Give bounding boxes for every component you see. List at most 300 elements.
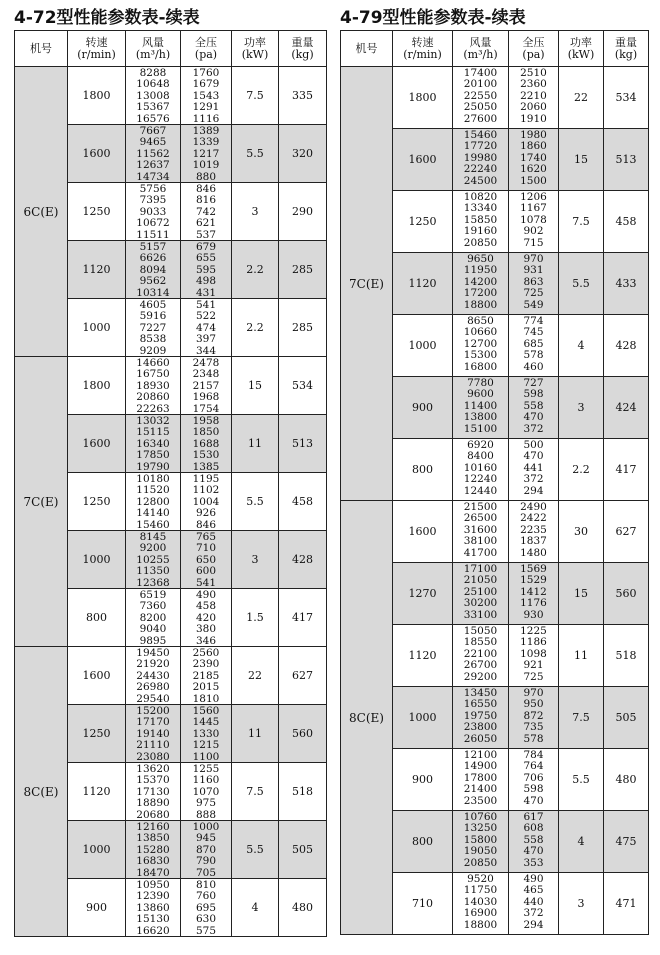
flow-value: 15460: [136, 518, 170, 530]
flow-value: 19160: [463, 225, 498, 238]
power-value: 4: [577, 339, 585, 352]
header-speed: 转速 (r/min): [68, 31, 126, 67]
flow-value: 19140: [136, 727, 170, 740]
power-cell: [559, 625, 604, 687]
pressure-value: 1098: [520, 647, 547, 660]
pressure-value: 558: [523, 399, 544, 412]
flow-value: 8400: [467, 450, 494, 463]
power-value: 1.5: [246, 611, 264, 624]
flow-value: 23080: [136, 750, 170, 762]
pressure-value: 710: [195, 542, 217, 555]
weight-value: 505: [292, 843, 313, 856]
weight-cell: [279, 763, 327, 821]
pressure-value: 598: [523, 783, 544, 796]
power-cell: [232, 357, 279, 415]
pressure-value: 765: [195, 532, 217, 543]
flow-value: 13032: [136, 416, 170, 427]
flow-value: 9200: [139, 542, 167, 555]
weight-cell: [279, 415, 327, 473]
power-cell: [232, 183, 279, 241]
weight-cell: [604, 749, 649, 811]
pressure-value: 1167: [520, 202, 547, 215]
pressure-cell: [509, 563, 559, 625]
flow-value: 11400: [463, 399, 498, 412]
pressure-value: 784: [523, 750, 544, 761]
weight-cell: [279, 125, 327, 183]
weight-value: 560: [615, 587, 637, 600]
pressure-value: 2390: [192, 658, 220, 671]
flow-value: 14140: [136, 507, 170, 520]
power-value: 22: [574, 91, 588, 104]
flow-value: 17720: [463, 140, 498, 153]
speed-cell: [68, 473, 126, 531]
power-cell: [559, 67, 604, 129]
pressure-cell: [181, 415, 232, 473]
flow-value: 38100: [463, 535, 498, 548]
power-cell: [559, 129, 604, 191]
flow-value: 12637: [136, 159, 170, 172]
pressure-value: 1754: [192, 402, 220, 414]
weight-value: 627: [615, 525, 637, 538]
flow-value: 18930: [136, 379, 170, 392]
power-value: 4: [251, 901, 259, 914]
pressure-value: 578: [523, 349, 544, 362]
flow-value: 10660: [463, 326, 498, 339]
weight-cell: [279, 647, 327, 705]
pressure-value: 294: [523, 484, 544, 497]
flow-value: 14900: [463, 760, 498, 773]
power-value: 30: [574, 525, 588, 538]
weight-cell: [604, 315, 649, 377]
pressure-cell: [181, 705, 232, 763]
flow-value: 23500: [463, 794, 498, 807]
weight-cell: [279, 183, 327, 241]
flow-value: 7780: [467, 378, 494, 389]
pressure-value: 1688: [192, 437, 220, 450]
flow-value: 8538: [139, 333, 167, 346]
performance-table: [14, 30, 327, 937]
pressure-value: 735: [523, 721, 544, 734]
flow-value: 8200: [139, 611, 167, 624]
flow-cell: [126, 647, 181, 705]
flow-value: 10950: [136, 880, 170, 891]
flow-value: 11562: [136, 147, 170, 160]
weight-value: 513: [615, 153, 637, 166]
pressure-value: 1225: [520, 626, 547, 637]
power-value: 22: [248, 669, 262, 682]
flow-value: 27600: [463, 112, 498, 125]
pressure-value: 902: [523, 225, 544, 238]
header-pressure: 全压 (pa): [509, 31, 559, 67]
weight-value: 480: [292, 901, 313, 914]
flow-value: 12700: [463, 337, 498, 350]
flow-value: 9600: [467, 388, 494, 401]
power-value: 5.5: [572, 277, 590, 290]
flow-value: 22240: [463, 163, 498, 176]
pressure-value: 2422: [520, 512, 547, 525]
pressure-value: 774: [523, 316, 544, 327]
pressure-cell: [509, 377, 559, 439]
flow-value: 13850: [136, 832, 170, 845]
weight-value: 471: [615, 897, 637, 910]
pressure-value: 1968: [192, 391, 220, 404]
pressure-cell: [509, 501, 559, 563]
header-power: 功率 (kW): [232, 31, 279, 67]
model-number-cell: [341, 67, 393, 501]
pressure-value: 465: [523, 884, 544, 897]
pressure-value: 1529: [520, 574, 547, 587]
speed-value: 1250: [408, 215, 437, 228]
weight-cell: [604, 625, 649, 687]
flow-cell: [453, 67, 509, 129]
pressure-value: 541: [195, 576, 217, 588]
pressure-cell: [509, 625, 559, 687]
flow-value: 10648: [136, 78, 170, 91]
flow-cell: [453, 749, 509, 811]
model-number-cell: [15, 647, 68, 937]
model-number-cell: [341, 501, 393, 935]
flow-value: 12240: [463, 473, 498, 486]
pressure-value: 2060: [520, 101, 547, 114]
speed-value: 1250: [82, 727, 111, 740]
flow-value: 5756: [139, 184, 167, 195]
flow-value: 15130: [136, 913, 170, 926]
weight-cell: [604, 439, 649, 501]
flow-value: 12800: [136, 495, 170, 508]
pressure-value: 2015: [192, 681, 220, 694]
model-number: 6C(E): [23, 204, 59, 219]
power-cell: [232, 125, 279, 183]
speed-value: 800: [86, 611, 107, 624]
flow-value: 13450: [463, 688, 498, 699]
power-cell: [232, 67, 279, 125]
flow-value: 15367: [136, 101, 170, 114]
speed-value: 1800: [408, 91, 437, 104]
table-title: 4-79型性能参数表-续表: [340, 8, 526, 28]
header-model: 机号: [341, 31, 393, 67]
flow-value: 8288: [139, 68, 167, 79]
table-body: [341, 67, 649, 935]
speed-value: 900: [412, 773, 433, 786]
pressure-value: 372: [523, 907, 544, 920]
power-cell: [559, 501, 604, 563]
flow-value: 29200: [463, 670, 498, 683]
pressure-value: 470: [523, 794, 544, 807]
pressure-value: 1910: [520, 112, 547, 125]
flow-cell: [453, 439, 509, 501]
flow-value: 14660: [136, 358, 170, 369]
pressure-value: 2185: [192, 669, 220, 682]
pressure-value: 1412: [520, 585, 547, 598]
speed-value: 800: [412, 835, 433, 848]
weight-value: 433: [615, 277, 637, 290]
power-cell: [559, 811, 604, 873]
pressure-value: 810: [195, 880, 217, 891]
flow-cell: [126, 67, 181, 125]
speed-value: 1120: [82, 263, 111, 276]
pressure-value: 490: [195, 590, 217, 601]
pressure-cell: [181, 473, 232, 531]
pressure-cell: [509, 253, 559, 315]
flow-value: 15100: [463, 422, 498, 435]
flow-value: 29540: [136, 692, 170, 704]
pressure-value: 1560: [192, 706, 220, 717]
flow-value: 19450: [136, 648, 170, 659]
pressure-value: 630: [195, 913, 217, 926]
power-cell: [559, 315, 604, 377]
flow-value: 15300: [463, 349, 498, 362]
power-cell: [232, 763, 279, 821]
pressure-value: 578: [523, 732, 544, 745]
power-cell: [232, 299, 279, 357]
flow-value: 30200: [463, 597, 498, 610]
pressure-value: 537: [195, 228, 217, 240]
weight-cell: [604, 253, 649, 315]
weight-cell: [604, 377, 649, 439]
speed-cell: [393, 253, 453, 315]
pressure-value: 816: [195, 194, 217, 207]
weight-cell: [604, 563, 649, 625]
flow-value: 15280: [136, 843, 170, 856]
speed-value: 1600: [82, 437, 111, 450]
pressure-value: 2210: [520, 89, 547, 102]
pressure-value: 870: [195, 843, 217, 856]
flow-cell: [126, 531, 181, 589]
speed-value: 1800: [82, 379, 111, 392]
speed-value: 900: [86, 901, 107, 914]
flow-value: 33100: [463, 608, 498, 621]
speed-cell: [393, 377, 453, 439]
power-cell: [232, 821, 279, 879]
header-weight: 重量 (kg): [604, 31, 649, 67]
table-title: 4-72型性能参数表-续表: [14, 8, 200, 28]
flow-value: 6626: [139, 252, 167, 265]
pressure-value: 595: [195, 263, 217, 276]
pressure-cell: [181, 241, 232, 299]
pressure-cell: [509, 191, 559, 253]
pressure-cell: [181, 589, 232, 647]
weight-value: 627: [292, 669, 313, 682]
weight-value: 428: [292, 553, 313, 566]
speed-value: 1000: [408, 711, 437, 724]
pressure-value: 2360: [520, 78, 547, 91]
power-value: 15: [574, 153, 588, 166]
pressure-value: 1389: [192, 126, 220, 137]
flow-cell: [453, 315, 509, 377]
flow-value: 10180: [136, 474, 170, 485]
speed-cell: [68, 589, 126, 647]
weight-cell: [279, 589, 327, 647]
table-body: [15, 67, 327, 937]
pressure-value: 1740: [520, 151, 547, 164]
flow-value: 9033: [139, 205, 167, 218]
flow-value: 12100: [463, 750, 498, 761]
power-value: 5.5: [246, 843, 264, 856]
pressure-cell: [509, 749, 559, 811]
flow-value: 13340: [463, 202, 498, 215]
power-cell: [232, 879, 279, 937]
pressure-value: 846: [195, 518, 217, 530]
power-value: 7.5: [572, 215, 590, 228]
power-value: 5.5: [246, 147, 264, 160]
flow-value: 9520: [467, 874, 494, 885]
pressure-cell: [181, 183, 232, 241]
pressure-value: 725: [523, 287, 544, 300]
flow-value: 5916: [139, 310, 167, 323]
flow-value: 15370: [136, 774, 170, 787]
weight-cell: [604, 811, 649, 873]
left-section: [14, 0, 326, 937]
flow-cell: [126, 415, 181, 473]
weight-cell: [604, 501, 649, 563]
pressure-value: 470: [523, 411, 544, 424]
flow-cell: [126, 125, 181, 183]
speed-cell: [68, 299, 126, 357]
power-value: 11: [248, 437, 262, 450]
pressure-value: 575: [195, 924, 217, 936]
pressure-value: 1255: [192, 764, 220, 775]
pressure-value: 706: [523, 771, 544, 784]
flow-value: 12440: [463, 484, 498, 497]
power-cell: [232, 705, 279, 763]
weight-value: 505: [615, 711, 637, 724]
power-value: 3: [577, 897, 585, 910]
power-cell: [559, 873, 604, 935]
weight-value: 518: [615, 649, 637, 662]
flow-cell: [453, 377, 509, 439]
flow-value: 10820: [463, 192, 498, 203]
speed-cell: [68, 67, 126, 125]
flow-value: 20850: [463, 236, 498, 249]
flow-value: 6519: [139, 590, 167, 601]
weight-value: 335: [292, 89, 313, 102]
flow-value: 10255: [136, 553, 170, 566]
weight-value: 480: [615, 773, 637, 786]
flow-cell: [453, 873, 509, 935]
pressure-value: 470: [523, 845, 544, 858]
speed-value: 1000: [408, 339, 437, 352]
speed-value: 1120: [408, 649, 437, 662]
pressure-value: 2478: [192, 358, 220, 369]
weight-value: 458: [615, 215, 637, 228]
flow-value: 17170: [136, 716, 170, 729]
power-value: 2.2: [246, 321, 264, 334]
model-number: 8C(E): [349, 710, 384, 725]
weight-value: 424: [615, 401, 637, 414]
flow-value: 25050: [463, 101, 498, 114]
header-flow: 风量 (m³/h): [126, 31, 181, 67]
pressure-value: 2510: [520, 68, 547, 79]
pressure-value: 742: [195, 205, 217, 218]
weight-value: 513: [292, 437, 313, 450]
speed-cell: [393, 749, 453, 811]
speed-value: 1600: [82, 669, 111, 682]
power-cell: [232, 647, 279, 705]
pressure-value: 1186: [520, 636, 547, 649]
pressure-value: 655: [195, 252, 217, 265]
pressure-value: 1102: [192, 484, 220, 497]
weight-value: 560: [292, 727, 313, 740]
speed-cell: [393, 501, 453, 563]
power-cell: [559, 191, 604, 253]
flow-value: 18550: [463, 636, 498, 649]
pressure-cell: [509, 67, 559, 129]
pressure-value: 930: [523, 608, 544, 621]
pressure-cell: [181, 821, 232, 879]
header-speed: 转速 (r/min): [393, 31, 453, 67]
pressure-value: 372: [523, 422, 544, 435]
flow-value: 22550: [463, 89, 498, 102]
pressure-value: 380: [195, 623, 217, 636]
flow-value: 24500: [463, 174, 498, 187]
pressure-value: 1543: [192, 89, 220, 102]
speed-cell: [393, 129, 453, 191]
pressure-value: 1860: [520, 140, 547, 153]
pressure-cell: [181, 879, 232, 937]
flow-cell: [126, 589, 181, 647]
flow-value: 17200: [463, 287, 498, 300]
flow-value: 10160: [463, 461, 498, 474]
table-row: [15, 357, 327, 415]
flow-value: 24430: [136, 669, 170, 682]
flow-cell: [453, 625, 509, 687]
pressure-value: 1195: [192, 474, 220, 485]
flow-value: 14200: [463, 275, 498, 288]
pressure-value: 1019: [192, 159, 220, 172]
header-power: 功率 (kW): [559, 31, 604, 67]
speed-value: 1250: [82, 495, 111, 508]
flow-value: 19980: [463, 151, 498, 164]
flow-value: 13620: [136, 764, 170, 775]
pressure-value: 2490: [520, 502, 547, 513]
flow-value: 26980: [136, 681, 170, 694]
flow-value: 11520: [136, 484, 170, 497]
model-number: 7C(E): [23, 494, 59, 509]
pressure-value: 764: [523, 760, 544, 773]
pressure-value: 2157: [192, 379, 220, 392]
weight-value: 417: [292, 611, 313, 624]
pressure-cell: [181, 67, 232, 125]
pressure-value: 1850: [192, 426, 220, 439]
weight-value: 428: [615, 339, 637, 352]
pressure-value: 975: [195, 797, 217, 810]
flow-value: 41700: [463, 546, 498, 559]
flow-value: 20860: [136, 391, 170, 404]
pressure-cell: [181, 357, 232, 415]
pressure-cell: [181, 647, 232, 705]
flow-cell: [453, 563, 509, 625]
flow-value: 7395: [139, 194, 167, 207]
speed-cell: [393, 811, 453, 873]
flow-cell: [126, 357, 181, 415]
pressure-value: 1339: [192, 136, 220, 149]
flow-value: 16340: [136, 437, 170, 450]
performance-table: [340, 30, 649, 935]
flow-cell: [126, 473, 181, 531]
flow-value: 18800: [463, 918, 498, 931]
power-cell: [559, 253, 604, 315]
speed-value: 1600: [408, 153, 437, 166]
flow-value: 21110: [136, 739, 170, 752]
pressure-value: 470: [523, 450, 544, 463]
pressure-value: 440: [523, 895, 544, 908]
pressure-value: 498: [195, 275, 217, 288]
flow-cell: [126, 299, 181, 357]
flow-value: 8650: [467, 316, 494, 327]
power-cell: [559, 749, 604, 811]
flow-value: 22100: [463, 647, 498, 660]
speed-cell: [393, 439, 453, 501]
